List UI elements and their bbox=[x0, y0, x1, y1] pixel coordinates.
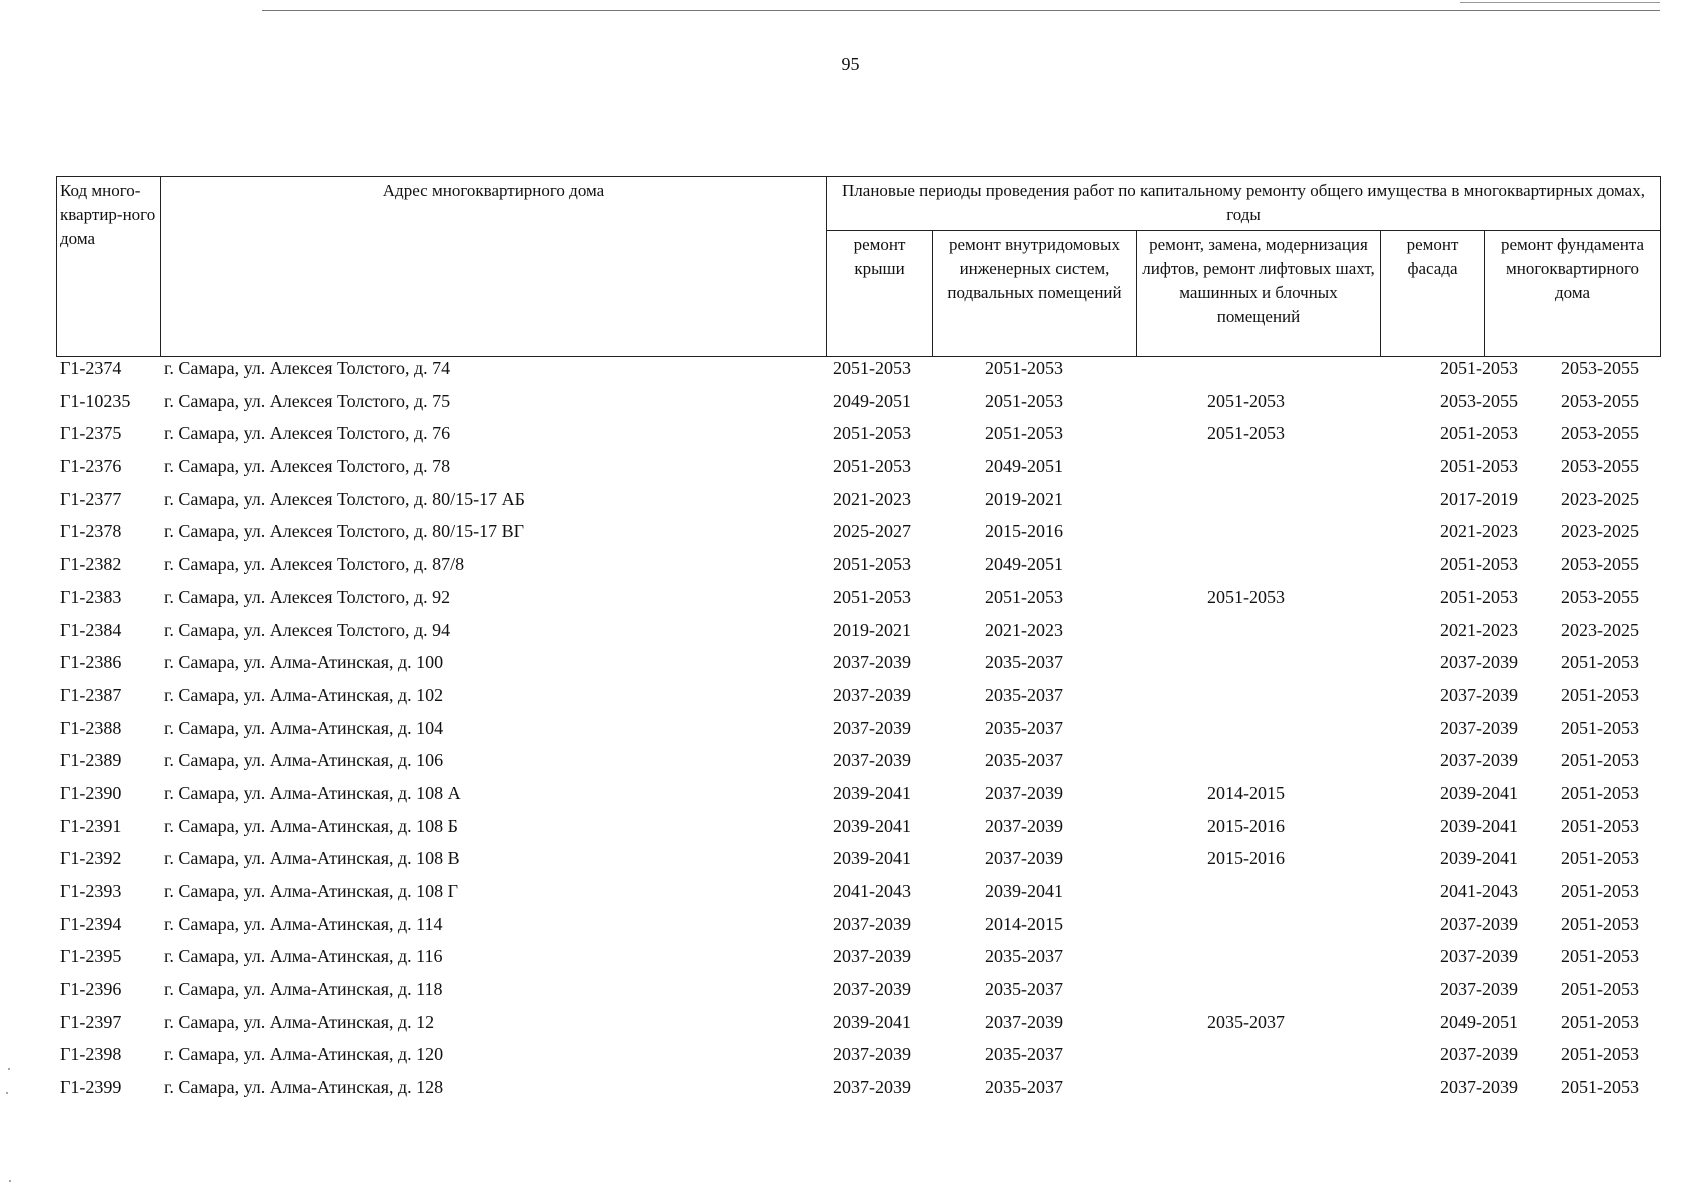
cell-facade: 2039-2041 bbox=[1440, 848, 1518, 869]
cell-code: Г1-2374 bbox=[60, 358, 122, 378]
cell-roof: 2041-2043 bbox=[833, 881, 911, 901]
cell-facade: 2039-2041 bbox=[1440, 815, 1518, 836]
cell-code: Г1-2394 bbox=[60, 913, 122, 934]
cell-facade: 2017-2019 bbox=[1440, 488, 1518, 509]
cell-facade: 2021-2023 bbox=[1440, 521, 1518, 542]
cell-address: г. Самара, ул. Алма-Атинская, д. 128 bbox=[164, 1077, 444, 1098]
cell-address: г. Самара, ул. Алма-Атинская, д. 106 bbox=[164, 750, 444, 771]
cell-facade: 2037-2039 bbox=[1440, 750, 1518, 771]
cell-address: г. Самара, ул. Алексея Толстого, д. 92 bbox=[164, 586, 451, 607]
cell-code: Г1-2378 bbox=[60, 521, 122, 542]
cell-roof: 2037-2039 bbox=[833, 913, 911, 934]
cell-code: Г1-2392 bbox=[60, 848, 122, 869]
cell-facade: 2037-2039 bbox=[1440, 1044, 1518, 1065]
cell-foundation: 2051-2053 bbox=[1561, 652, 1639, 673]
table-row bbox=[56, 421, 1660, 454]
table-row bbox=[56, 846, 1660, 879]
cell-engineering: 2035-2037 bbox=[985, 1044, 1063, 1065]
cell-foundation: 2023-2025 bbox=[1561, 488, 1639, 509]
cell-address: г. Самара, ул. Алексея Толстого, д. 74 bbox=[164, 358, 451, 378]
cell-foundation: 2051-2053 bbox=[1561, 881, 1639, 901]
table-row bbox=[56, 748, 1660, 781]
table-row bbox=[56, 389, 1660, 422]
cell-facade: 2051-2053 bbox=[1440, 456, 1518, 477]
cell-foundation: 2051-2053 bbox=[1561, 750, 1639, 771]
cell-roof: 2037-2039 bbox=[833, 684, 911, 705]
cell-foundation: 2023-2025 bbox=[1561, 619, 1639, 640]
cell-address: г. Самара, ул. Алма-Атинская, д. 108 В bbox=[164, 848, 460, 869]
cell-foundation: 2051-2053 bbox=[1561, 848, 1639, 869]
table-body bbox=[56, 356, 1660, 1108]
cell-lifts: 2014-2015 bbox=[1207, 782, 1285, 803]
cell-engineering: 2051-2053 bbox=[985, 358, 1063, 378]
cell-roof: 2039-2041 bbox=[833, 815, 911, 836]
cell-engineering: 2039-2041 bbox=[985, 881, 1063, 901]
cell-engineering: 2035-2037 bbox=[985, 652, 1063, 673]
cell-roof: 2039-2041 bbox=[833, 782, 911, 803]
cell-address: г. Самара, ул. Алма-Атинская, д. 108 А bbox=[164, 782, 461, 803]
cell-foundation: 2051-2053 bbox=[1561, 684, 1639, 705]
cell-roof: 2037-2039 bbox=[833, 750, 911, 771]
cell-address: г. Самара, ул. Алексея Толстого, д. 87/8 bbox=[164, 554, 465, 575]
cell-code: Г1-2396 bbox=[60, 979, 122, 1000]
cell-address: г. Самара, ул. Алма-Атинская, д. 104 bbox=[164, 717, 444, 738]
cell-address: г. Самара, ул. Алма-Атинская, д. 114 bbox=[164, 913, 443, 934]
cell-foundation: 2053-2055 bbox=[1561, 554, 1639, 575]
cell-code: Г1-2376 bbox=[60, 456, 122, 477]
cell-foundation: 2051-2053 bbox=[1561, 946, 1639, 967]
cell-facade: 2037-2039 bbox=[1440, 1077, 1518, 1098]
cell-roof: 2037-2039 bbox=[833, 652, 911, 673]
cell-roof: 2051-2053 bbox=[833, 586, 911, 607]
cell-foundation: 2051-2053 bbox=[1561, 1077, 1639, 1098]
cell-roof: 2051-2053 bbox=[833, 554, 911, 575]
cell-roof: 2039-2041 bbox=[833, 848, 911, 869]
cell-facade: 2037-2039 bbox=[1440, 717, 1518, 738]
table-row bbox=[56, 879, 1660, 912]
cell-roof: 2051-2053 bbox=[833, 423, 911, 444]
page-number: 95 bbox=[841, 54, 860, 74]
cell-code: Г1-2375 bbox=[60, 423, 122, 444]
cell-address: г. Самара, ул. Алексея Толстого, д. 80/15-17 АБ bbox=[164, 488, 525, 509]
cell-code: Г1-2377 bbox=[60, 488, 122, 509]
cell-address: г. Самара, ул. Алма-Атинская, д. 108 Б bbox=[164, 815, 458, 836]
header-facade: ремонт фасада bbox=[1381, 231, 1485, 357]
cell-facade: 2041-2043 bbox=[1440, 881, 1518, 901]
cell-engineering: 2049-2051 bbox=[985, 554, 1063, 575]
cell-roof: 2037-2039 bbox=[833, 979, 911, 1000]
cell-facade: 2051-2053 bbox=[1440, 586, 1518, 607]
cell-code: Г1-2391 bbox=[60, 815, 122, 836]
table-row bbox=[56, 1075, 1660, 1108]
cell-engineering: 2037-2039 bbox=[985, 1011, 1063, 1032]
cell-foundation: 2053-2055 bbox=[1561, 586, 1639, 607]
table-row bbox=[56, 487, 1660, 520]
cell-engineering: 2015-2016 bbox=[985, 521, 1063, 542]
table-row bbox=[56, 716, 1660, 749]
cell-code: Г1-2395 bbox=[60, 946, 122, 967]
cell-roof: 2037-2039 bbox=[833, 717, 911, 738]
cell-address: г. Самара, ул. Алма-Атинская, д. 116 bbox=[164, 946, 443, 967]
cell-facade: 2037-2039 bbox=[1440, 946, 1518, 967]
cell-address: г. Самара, ул. Алексея Толстого, д. 80/15-17 ВГ bbox=[164, 521, 525, 542]
table-row bbox=[56, 912, 1660, 945]
top-rule bbox=[262, 10, 1660, 11]
table-row bbox=[56, 814, 1660, 847]
cell-address: г. Самара, ул. Алма-Атинская, д. 100 bbox=[164, 652, 444, 673]
cell-engineering: 2035-2037 bbox=[985, 684, 1063, 705]
cell-facade: 2037-2039 bbox=[1440, 913, 1518, 934]
cell-lifts: 2051-2053 bbox=[1207, 423, 1285, 444]
cell-foundation: 2051-2053 bbox=[1561, 913, 1639, 934]
header-lifts: ремонт, замена, модернизация лифтов, ремонт лифтовых шахт, машинных и блочных помещений bbox=[1137, 231, 1381, 357]
cell-facade: 2037-2039 bbox=[1440, 979, 1518, 1000]
cell-code: Г1-10235 bbox=[60, 390, 131, 411]
scan-speck bbox=[6, 1092, 8, 1094]
table-row bbox=[56, 454, 1660, 487]
cell-address: г. Самара, ул. Алексея Толстого, д. 78 bbox=[164, 456, 451, 477]
cell-roof: 2019-2021 bbox=[833, 619, 911, 640]
cell-code: Г1-2384 bbox=[60, 619, 122, 640]
cell-foundation: 2053-2055 bbox=[1561, 358, 1639, 378]
cell-foundation: 2051-2053 bbox=[1561, 782, 1639, 803]
cell-foundation: 2023-2025 bbox=[1561, 521, 1639, 542]
cell-roof: 2037-2039 bbox=[833, 1044, 911, 1065]
cell-lifts: 2015-2016 bbox=[1207, 815, 1285, 836]
cell-facade: 2021-2023 bbox=[1440, 619, 1518, 640]
header-code: Код много-квартир-ного дома bbox=[57, 177, 161, 357]
cell-foundation: 2051-2053 bbox=[1561, 717, 1639, 738]
header-foundation: ремонт фундамента многоквартирного дома bbox=[1485, 231, 1661, 357]
cell-code: Г1-2397 bbox=[60, 1011, 122, 1032]
cell-foundation: 2053-2055 bbox=[1561, 423, 1639, 444]
table-row bbox=[56, 356, 1660, 389]
table-row bbox=[56, 1042, 1660, 1075]
cell-engineering: 2037-2039 bbox=[985, 815, 1063, 836]
table-row bbox=[56, 1010, 1660, 1043]
cell-facade: 2051-2053 bbox=[1440, 423, 1518, 444]
cell-facade: 2039-2041 bbox=[1440, 782, 1518, 803]
cell-roof: 2021-2023 bbox=[833, 488, 911, 509]
cell-foundation: 2051-2053 bbox=[1561, 1044, 1639, 1065]
cell-address: г. Самара, ул. Алма-Атинская, д. 120 bbox=[164, 1044, 444, 1065]
table-row bbox=[56, 781, 1660, 814]
cell-roof: 2051-2053 bbox=[833, 358, 911, 378]
cell-code: Г1-2386 bbox=[60, 652, 122, 673]
cell-address: г. Самара, ул. Алексея Толстого, д. 75 bbox=[164, 390, 451, 411]
cell-roof: 2051-2053 bbox=[833, 456, 911, 477]
cell-facade: 2037-2039 bbox=[1440, 684, 1518, 705]
table-row bbox=[56, 618, 1660, 651]
scan-speck bbox=[8, 1068, 10, 1070]
cell-facade: 2049-2051 bbox=[1440, 1011, 1518, 1032]
cell-foundation: 2051-2053 bbox=[1561, 815, 1639, 836]
cell-code: Г1-2390 bbox=[60, 782, 122, 803]
cell-address: г. Самара, ул. Алма-Атинская, д. 118 bbox=[164, 979, 443, 1000]
table-header bbox=[56, 176, 1661, 357]
cell-engineering: 2014-2015 bbox=[985, 913, 1063, 934]
cell-code: Г1-2383 bbox=[60, 586, 122, 607]
cell-code: Г1-2399 bbox=[60, 1077, 122, 1098]
cell-roof: 2037-2039 bbox=[833, 1077, 911, 1098]
cell-foundation: 2051-2053 bbox=[1561, 979, 1639, 1000]
table-row bbox=[56, 552, 1660, 585]
table-row bbox=[56, 585, 1660, 618]
cell-code: Г1-2388 bbox=[60, 717, 122, 738]
cell-engineering: 2037-2039 bbox=[985, 848, 1063, 869]
scan-speck bbox=[9, 1180, 11, 1182]
cell-roof: 2049-2051 bbox=[833, 390, 911, 411]
header-engineering: ремонт внутридомовых инженерных систем, подвальных помещений bbox=[933, 231, 1137, 357]
cell-address: г. Самара, ул. Алма-Атинская, д. 12 bbox=[164, 1011, 435, 1032]
cell-code: Г1-2389 bbox=[60, 750, 122, 771]
cell-code: Г1-2393 bbox=[60, 881, 122, 901]
cell-address: г. Самара, ул. Алексея Толстого, д. 94 bbox=[164, 619, 451, 640]
cell-engineering: 2051-2053 bbox=[985, 586, 1063, 607]
cell-address: г. Самара, ул. Алма-Атинская, д. 108 Г bbox=[164, 881, 459, 901]
cell-foundation: 2051-2053 bbox=[1561, 1011, 1639, 1032]
cell-engineering: 2035-2037 bbox=[985, 979, 1063, 1000]
header-roof: ремонт крыши bbox=[827, 231, 933, 357]
cell-engineering: 2049-2051 bbox=[985, 456, 1063, 477]
cell-engineering: 2051-2053 bbox=[985, 423, 1063, 444]
table-row bbox=[56, 683, 1660, 716]
table-row bbox=[56, 977, 1660, 1010]
cell-roof: 2025-2027 bbox=[833, 521, 911, 542]
header-periods: Плановые периоды проведения работ по капитальному ремонту общего имущества в многоквартирных домах, годы bbox=[827, 177, 1661, 231]
cell-facade: 2051-2053 bbox=[1440, 358, 1518, 378]
cell-foundation: 2053-2055 bbox=[1561, 456, 1639, 477]
cell-facade: 2037-2039 bbox=[1440, 652, 1518, 673]
table-row bbox=[56, 650, 1660, 683]
cell-engineering: 2035-2037 bbox=[985, 750, 1063, 771]
top-rule-secondary bbox=[1460, 2, 1660, 3]
cell-address: г. Самара, ул. Алексея Толстого, д. 76 bbox=[164, 423, 451, 444]
cell-code: Г1-2398 bbox=[60, 1044, 122, 1065]
cell-facade: 2051-2053 bbox=[1440, 554, 1518, 575]
cell-engineering: 2021-2023 bbox=[985, 619, 1063, 640]
table-row bbox=[56, 944, 1660, 977]
cell-engineering: 2037-2039 bbox=[985, 782, 1063, 803]
cell-roof: 2039-2041 bbox=[833, 1011, 911, 1032]
cell-engineering: 2019-2021 bbox=[985, 488, 1063, 509]
cell-roof: 2037-2039 bbox=[833, 946, 911, 967]
cell-code: Г1-2387 bbox=[60, 684, 122, 705]
cell-lifts: 2035-2037 bbox=[1207, 1011, 1285, 1032]
cell-engineering: 2051-2053 bbox=[985, 390, 1063, 411]
cell-address: г. Самара, ул. Алма-Атинская, д. 102 bbox=[164, 684, 444, 705]
cell-facade: 2053-2055 bbox=[1440, 390, 1518, 411]
cell-foundation: 2053-2055 bbox=[1561, 390, 1639, 411]
cell-lifts: 2051-2053 bbox=[1207, 586, 1285, 607]
cell-engineering: 2035-2037 bbox=[985, 1077, 1063, 1098]
cell-engineering: 2035-2037 bbox=[985, 717, 1063, 738]
table-row bbox=[56, 519, 1660, 552]
cell-lifts: 2051-2053 bbox=[1207, 390, 1285, 411]
header-address: Адрес многоквартирного дома bbox=[161, 177, 827, 357]
cell-lifts: 2015-2016 bbox=[1207, 848, 1285, 869]
cell-code: Г1-2382 bbox=[60, 554, 122, 575]
cell-engineering: 2035-2037 bbox=[985, 946, 1063, 967]
